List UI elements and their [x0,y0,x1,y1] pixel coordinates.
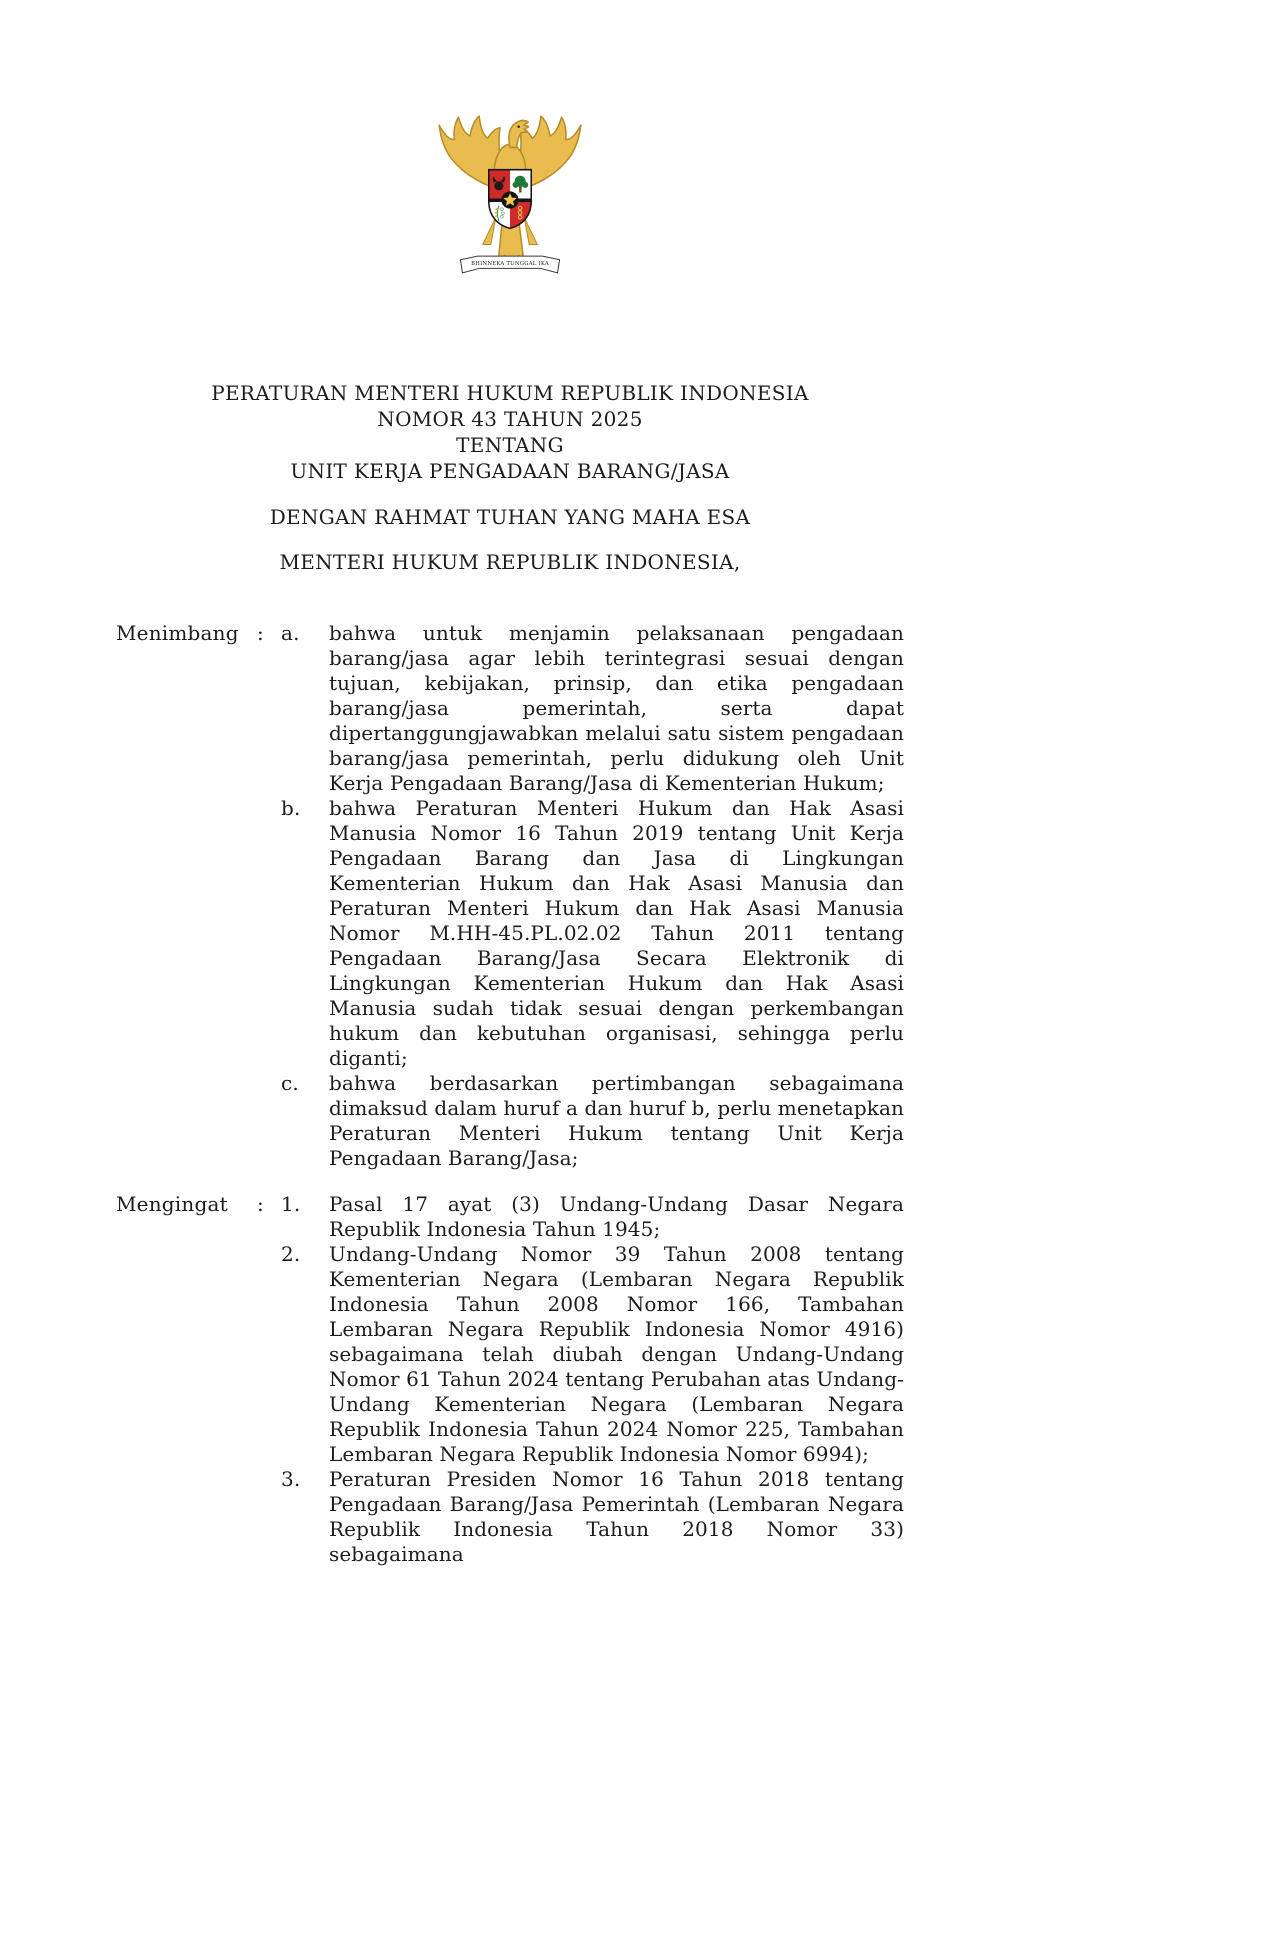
section-colon: : [257,1192,264,1216]
item-text: bahwa Peraturan Menteri Hukum dan Hak Asasi Manusia Nomor 16 Tahun 2019 tentang Unit Kerja Pengadaan Barang dan Jasa di Lingkungan Kementerian Hukum dan Hak Asasi Manusia dan Peraturan Menteri Hukum dan Hak Asasi Manusia Nomor M.HH-45.PL.02.02 Tahun 2011 tentang Pengadaan Barang/Jasa Secara Elektronik di Lingkungan Kementerian Hukum dan Hak Asasi Manusia sudah tidak sesuai dengan perkembangan hukum dan kebutuhan organisasi, sehingga perlu diganti; [329,796,904,1070]
garuda-right-claw [524,217,537,244]
item-marker: c. [281,1071,299,1095]
section-colon: : [257,621,264,645]
item-marker: b. [281,796,301,820]
regulation-title-line: PERATURAN MENTERI HUKUM REPUBLIK INDONESIA [211,381,809,405]
item-text: Peraturan Presiden Nomor 16 Tahun 2018 tentang Pengadaan Barang/Jasa Pemerintah (Lembaran Negara Republik Indonesia Tahun 2018 Nomor 33) sebagaimana [329,1467,904,1566]
legal-basis-item [116,1242,904,1467]
section-label: Mengingat [116,1192,228,1216]
authority-line: MENTERI HUKUM REPUBLIK INDONESIA, [279,550,741,574]
star-icon [501,191,518,208]
section-label: Menimbang [116,621,239,645]
motto-text: BHINNEKA TUNGGAL IKA [471,260,549,267]
emblem-wrap [116,110,904,286]
consideration-item [116,1071,904,1171]
regulation-subject: UNIT KERJA PENGADAAN BARANG/JASA [290,459,730,483]
consideration-item [116,796,904,1071]
garuda-pancasila-emblem [434,110,586,284]
regulation-number: NOMOR 43 TAHUN 2025 [377,407,643,431]
item-text: Pasal 17 ayat (3) Undang-Undang Dasar Negara Republik Indonesia Tahun 1945; [329,1192,904,1241]
menimbang-section [116,621,904,1171]
legal-basis-item [116,1467,904,1567]
title-block [116,380,904,484]
invocation-line: DENGAN RAHMAT TUHAN YANG MAHA ESA [269,505,751,529]
item-marker: a. [281,621,300,645]
item-text: bahwa berdasarkan pertimbangan sebagaimana dimaksud dalam huruf a dan huruf b, perlu menetapkan Peraturan Menteri Hukum tentang Unit Kerja Pengadaan Barang/Jasa; [329,1071,904,1170]
motto-ribbon [460,256,559,273]
mengingat-section [116,1192,904,1567]
item-text: Undang-Undang Nomor 39 Tahun 2008 tentang Kementerian Negara (Lembaran Negara Republik Indonesia Tahun 2008 Nomor 166, Tambahan Lembaran Negara Republik Indonesia Nomor 4916) sebagaimana telah diubah dengan Undang-Undang Nomor 61 Tahun 2024 tentang Perubahan atas Undang-Undang Kementerian Negara (Lembaran Negara Republik Indonesia Tahun 2024 Nomor 225, Tambahan Lembaran Negara Republik Indonesia Nomor 6994); [329,1242,905,1466]
item-marker: 1. [281,1192,301,1216]
legal-basis-item [116,1192,904,1242]
tentang-label: TENTANG [456,433,564,457]
clauses [116,621,904,1567]
item-text: bahwa untuk menjamin pelaksanaan pengadaan barang/jasa agar lebih terintegrasi sesuai dengan tujuan, kebijakan, prinsip, dan etika pengadaan barang/jasa pemerintah, serta dapat dipertanggungjawabkan melalui satu sistem pengadaan barang/jasa pemerintah, perlu didukung oleh Unit Kerja Pengadaan Barang/Jasa di Kementerian Hukum; [329,621,904,795]
item-marker: 3. [281,1467,301,1491]
garuda-left-claw [483,217,496,244]
consideration-item [116,621,904,796]
item-marker: 2. [281,1242,301,1266]
document-content [116,0,904,1567]
pancasila-shield [489,170,531,230]
